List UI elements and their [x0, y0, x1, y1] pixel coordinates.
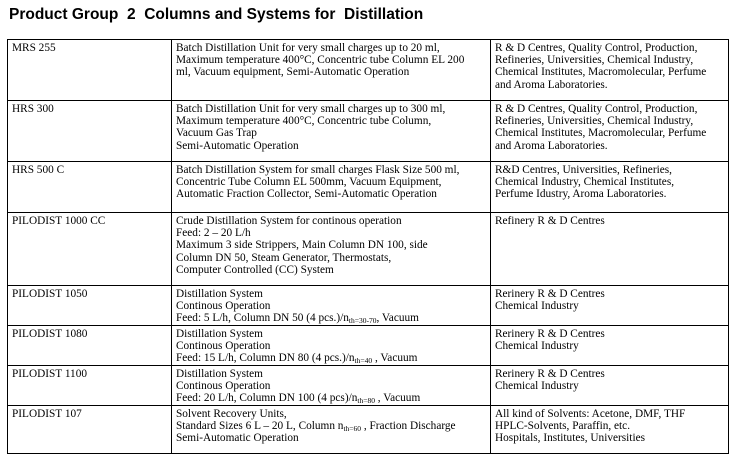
- application-line: Chemical Industry, Chemical Institutes,: [495, 176, 675, 189]
- application-line: R & D Centres, Quality Control, Production,: [495, 103, 698, 115]
- application-line: Refineries, Universities, Chemical Industry,: [495, 115, 694, 128]
- application-cell: [491, 366, 729, 406]
- model-name: HRS 300: [12, 103, 54, 115]
- application-cell: [491, 326, 729, 366]
- description-line: Automatic Fraction Collector, Semi-Automatic Operation: [176, 188, 437, 201]
- table-row: [8, 213, 729, 286]
- theoretical-plates-subscript: th=60: [343, 424, 362, 434]
- feed-text-suffix: , Vacuum: [372, 352, 418, 365]
- model-name: MRS 255: [12, 42, 56, 54]
- model-cell: [8, 366, 172, 406]
- product-table: [7, 39, 729, 454]
- application-line: Chemical Industry: [495, 340, 579, 353]
- description-cell: [172, 40, 491, 101]
- model-name: PILODIST 1050: [12, 288, 88, 300]
- description-line: Batch Distillation Unit for very small charges up to 20 ml,: [176, 42, 440, 54]
- table-row: [8, 101, 729, 162]
- feed-text: Standard Sizes 6 L – 20 L, Column n: [176, 420, 344, 433]
- theoretical-plates-subscript: th=30-70: [348, 316, 377, 326]
- description-cell: [172, 286, 491, 326]
- application-cell: [491, 213, 729, 286]
- table-row: [8, 40, 729, 101]
- description-line: Distillation System: [176, 368, 263, 380]
- application-line: Refineries, Universities, Chemical Industry,: [495, 54, 694, 67]
- application-line: Chemical Industry: [495, 380, 579, 393]
- feed-text: Feed: 5 L/h, Column DN 50 (4 pcs.)/n: [176, 312, 349, 325]
- application-cell: [491, 406, 729, 454]
- application-line: HPLC-Solvents, Paraffin, etc.: [495, 420, 631, 433]
- page-title: Product Group 2 Columns and Systems for Distillation: [9, 6, 424, 23]
- description-line: Continous Operation: [176, 380, 271, 393]
- theoretical-plates-subscript: th=80: [357, 396, 375, 406]
- application-cell: [491, 101, 729, 162]
- model-cell: [8, 406, 172, 454]
- application-line: R & D Centres, Quality Control, Production,: [495, 42, 698, 54]
- feed-line: [176, 420, 486, 432]
- description-line: Continous Operation: [176, 300, 271, 313]
- model-cell: [8, 162, 172, 213]
- model-name: PILODIST 1000 CC: [12, 215, 106, 227]
- model-cell: [8, 40, 172, 101]
- description-cell: [172, 213, 491, 286]
- model-cell: [8, 286, 172, 326]
- description-cell: [172, 406, 491, 454]
- model-cell: [8, 101, 172, 162]
- table-row: [8, 286, 729, 326]
- description-line: Concentric Tube Column EL 500mm, Vacuum Equipment,: [176, 176, 442, 189]
- description-line: Distillation System: [176, 288, 263, 300]
- application-line: and Aroma Laboratories.: [495, 139, 608, 152]
- application-line: Chemical Institutes, Macromolecular, Perfume: [495, 127, 707, 140]
- description-line: Computer Controlled (CC) System: [176, 263, 334, 276]
- description-line: Semi-Automatic Operation: [176, 432, 299, 445]
- model-name: PILODIST 1080: [12, 328, 88, 340]
- application-line: Rerinery R & D Centres: [495, 368, 605, 380]
- application-line: Chemical Industry: [495, 300, 579, 313]
- feed-text-suffix: , Vacuum: [374, 392, 421, 405]
- description-line: Vacuum Gas Trap: [176, 127, 257, 140]
- application-line: Hospitals, Institutes, Universities: [495, 432, 645, 445]
- feed-text-suffix: , Vacuum: [376, 312, 419, 325]
- table-row: [8, 162, 729, 213]
- feed-text-suffix: , Fraction Discharge: [361, 420, 456, 433]
- application-line: Chemical Institutes, Macromolecular, Perfume: [495, 66, 707, 79]
- application-line: Rerinery R & D Centres: [495, 328, 605, 340]
- model-cell: [8, 213, 172, 286]
- description-line: Batch Distillation System for small charges Flask Size 500 ml,: [176, 164, 460, 176]
- feed-text: Feed: 15 L/h, Column DN 80 (4 pcs.)/n: [176, 352, 355, 365]
- model-cell: [8, 326, 172, 366]
- description-line: Continous Operation: [176, 340, 271, 353]
- description-line: Maximum temperature 400°C, Concentric tube Column EL 200: [176, 54, 465, 67]
- description-line: Solvent Recovery Units,: [176, 408, 287, 420]
- description-cell: [172, 162, 491, 213]
- application-line: and Aroma Laboratories.: [495, 78, 608, 91]
- application-line: All kind of Solvents: Acetone, DMF, THF: [495, 408, 686, 420]
- application-line: R&D Centres, Universities, Refineries,: [495, 164, 672, 176]
- description-line: ml, Vacuum equipment, Semi-Automatic Operation: [176, 66, 410, 79]
- model-name: PILODIST 1100: [12, 368, 88, 380]
- description-cell: [172, 366, 491, 406]
- table-row: [8, 366, 729, 406]
- application-cell: [491, 286, 729, 326]
- model-name: HRS 500 C: [12, 164, 65, 176]
- feed-line: [176, 312, 486, 324]
- table-row: [8, 406, 729, 454]
- application-cell: [491, 162, 729, 213]
- application-line: Refinery R & D Centres: [495, 215, 605, 227]
- feed-line: [176, 352, 486, 364]
- description-line: Maximum temperature 400°C, Concentric tube Column,: [176, 115, 432, 128]
- description-cell: [172, 101, 491, 162]
- description-line: Distillation System: [176, 328, 263, 340]
- application-cell: [491, 40, 729, 101]
- description-line: Column DN 50, Steam Generator, Thermostats,: [176, 251, 392, 264]
- description-line: Crude Distillation System for continous operation: [176, 215, 402, 227]
- description-cell: [172, 326, 491, 366]
- feed-text: Feed: 20 L/h, Column DN 100 (4 pcs)/n: [176, 392, 358, 405]
- table-row: [8, 326, 729, 366]
- description-line: Semi-Automatic Operation: [176, 139, 299, 152]
- description-line: Feed: 2 – 20 L/h: [176, 227, 251, 240]
- description-line: Maximum 3 side Strippers, Main Column DN 100, side: [176, 239, 428, 252]
- model-name: PILODIST 107: [12, 408, 82, 420]
- feed-line: [176, 392, 486, 404]
- application-line: Rerinery R & D Centres: [495, 288, 605, 300]
- application-line: Perfume Idustry, Aroma Laboratories.: [495, 188, 667, 201]
- theoretical-plates-subscript: th=40: [354, 356, 373, 366]
- description-line: Batch Distillation Unit for very small charges up to 300 ml,: [176, 103, 446, 115]
